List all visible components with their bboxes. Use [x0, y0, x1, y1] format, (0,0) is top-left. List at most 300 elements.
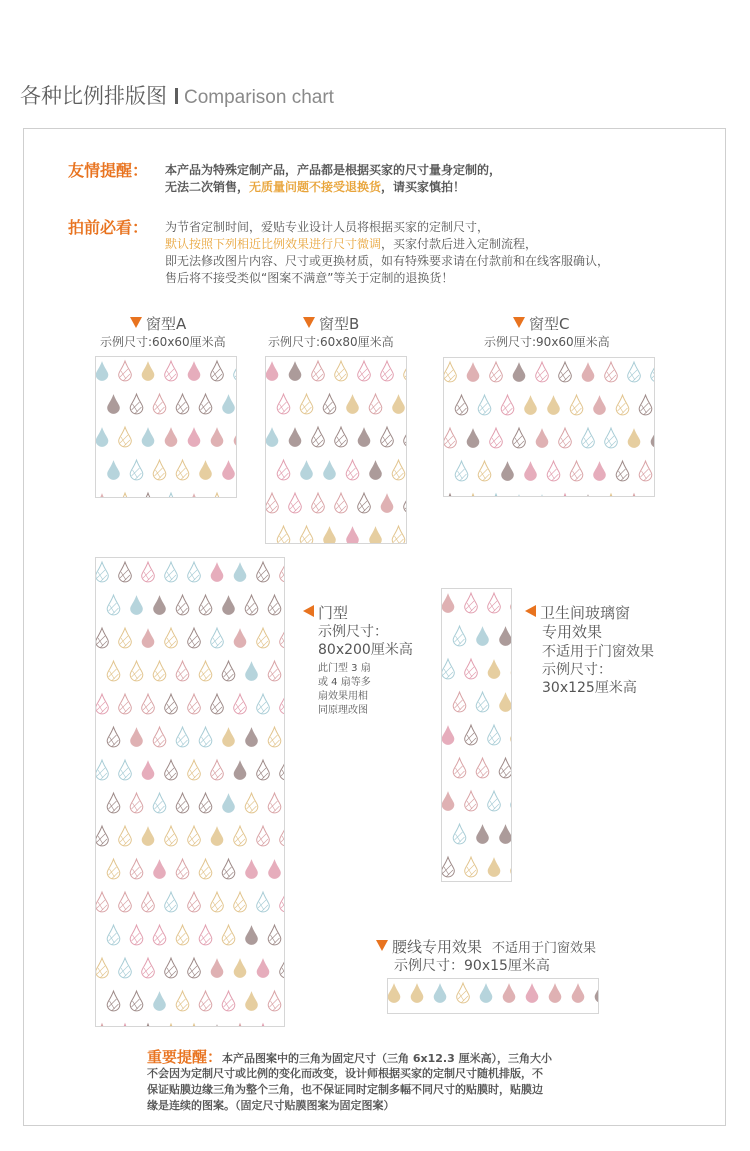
- notice2-line2-highlight: 默认按照下列相近比例效果进行尺寸微调: [165, 237, 382, 251]
- raindrop-facet: [155, 801, 165, 813]
- raindrop-icon: [434, 983, 447, 1003]
- raindrop-icon: [444, 494, 456, 497]
- raindrop-icon: [499, 824, 512, 844]
- raindrop-facet: [641, 469, 651, 481]
- raindrop-facet: [501, 766, 511, 778]
- raindrop-facet: [109, 603, 119, 615]
- raindrop-facet: [478, 766, 488, 778]
- raindrop-icon: [119, 1024, 132, 1027]
- raindrop-facet: [189, 768, 199, 780]
- raindrop-facet: [466, 865, 476, 877]
- raindrop-facet: [178, 603, 188, 615]
- raindrop-facet: [572, 403, 582, 415]
- raindrop-facet: [489, 733, 499, 745]
- raindrop-facet: [212, 636, 222, 648]
- raindrop-icon: [142, 628, 155, 648]
- raindrop-facet: [489, 601, 499, 613]
- raindrop-facet: [166, 636, 176, 648]
- raindrop-facet: [178, 735, 188, 747]
- raindrop-icon: [511, 659, 512, 679]
- raindrop-icon: [490, 494, 503, 497]
- raindrop-icon: [499, 692, 512, 712]
- raindrop-icon: [536, 494, 549, 497]
- raindrop-icon: [559, 494, 572, 497]
- raindrop-facet: [455, 634, 465, 646]
- door-pattern: [95, 557, 285, 1027]
- raindrop-facet: [302, 402, 312, 414]
- raindrop-icon: [96, 1024, 108, 1027]
- raindrop-icon: [488, 659, 501, 679]
- raindrop-icon: [511, 857, 512, 877]
- notice2-line2-b: ，买家付款后进入定制流程，: [381, 237, 538, 251]
- raindrop-facet: [189, 636, 199, 648]
- raindrop-icon: [222, 793, 235, 813]
- raindrop-icon: [511, 593, 512, 613]
- raindrop-facet: [166, 900, 176, 912]
- notice2-line3: 即无法修改图片内容、尺寸或更换材质，如有特殊要求请在付款前和在线客服确认，: [165, 254, 610, 268]
- raindrop-facet: [97, 702, 107, 714]
- raindrop-icon: [257, 958, 270, 978]
- raindrop-icon: [392, 394, 405, 414]
- raindrop-icon: [369, 526, 382, 544]
- raindrop-facet: [166, 570, 176, 582]
- raindrop-facet: [201, 867, 211, 879]
- notice2-line4: 售后将不接受类似“图案不满意”等关于定制的退换货！: [165, 271, 454, 285]
- raindrop-facet: [371, 402, 381, 414]
- raindrop-icon: [245, 727, 258, 747]
- raindrop-icon: [268, 859, 281, 879]
- raindrop-icon: [476, 626, 489, 646]
- footer-label: 重要提醒：: [147, 1048, 223, 1066]
- raindrop-icon: [130, 727, 143, 747]
- raindrop-facet: [466, 799, 476, 811]
- raindrop-facet: [178, 468, 188, 480]
- raindrop-facet: [178, 867, 188, 879]
- raindrop-facet: [270, 669, 280, 681]
- raindrop-facet: [224, 669, 234, 681]
- raindrop-facet: [382, 369, 392, 381]
- raindrop-facet: [466, 733, 476, 745]
- sample-c-size: 示例尺寸:90x60厘米高: [484, 335, 610, 349]
- raindrop-facet: [132, 468, 142, 480]
- raindrop-facet: [201, 603, 211, 615]
- raindrop-icon: [211, 493, 224, 498]
- notice1-line1: 本产品为特殊定制产品，产品都是根据买家的尺寸量身定制的，: [165, 163, 502, 177]
- raindrop-facet: [97, 768, 107, 780]
- raindrop-icon: [323, 460, 336, 480]
- door-label-text: 门型: [318, 604, 349, 622]
- raindrop-icon: [245, 991, 258, 1011]
- bathroom-size-label: 示例尺寸：: [542, 662, 612, 678]
- raindrop-icon: [582, 362, 595, 382]
- raindrop-facet: [178, 933, 188, 945]
- raindrop-facet: [455, 832, 465, 844]
- raindrop-facet: [235, 702, 245, 714]
- title-divider: [175, 88, 178, 104]
- raindrop-facet: [155, 402, 165, 414]
- raindrop-facet: [258, 900, 268, 912]
- waist-note: 不适用于门窗效果: [492, 941, 597, 956]
- raindrop-facet: [132, 402, 142, 414]
- raindrop-icon: [211, 826, 224, 846]
- raindrop-facet: [313, 501, 323, 513]
- door-note-1: 此门型 3 扇: [318, 663, 371, 674]
- raindrop-facet: [443, 667, 453, 679]
- waist-size: 示例尺寸：90x15厘米高: [394, 958, 550, 974]
- raindrop-facet: [629, 370, 639, 382]
- raindrop-icon: [222, 595, 235, 615]
- raindrop-facet: [279, 534, 289, 544]
- raindrop-icon: [119, 493, 132, 498]
- raindrop-icon: [346, 526, 359, 544]
- raindrop-icon: [188, 427, 201, 447]
- raindrop-facet: [458, 991, 468, 1003]
- raindrop-facet: [537, 370, 547, 382]
- raindrop-icon: [153, 991, 166, 1011]
- raindrop-icon: [107, 394, 120, 414]
- raindrop-facet: [279, 402, 289, 414]
- bathroom-label-2: 专用效果: [542, 623, 603, 641]
- raindrop-facet: [143, 702, 153, 714]
- raindrop-icon: [388, 983, 400, 1003]
- sample-c-pattern: [443, 357, 655, 497]
- raindrop-facet: [394, 468, 404, 480]
- raindrop-facet: [641, 403, 651, 415]
- raindrop-icon: [234, 958, 247, 978]
- raindrop-icon: [107, 460, 120, 480]
- footer-line1-text: 本产品图案中的三角为固定尺寸（三角 6x12.3 厘米高），三角大小: [222, 1052, 553, 1065]
- raindrop-icon: [513, 494, 526, 497]
- raindrop-icon: [266, 361, 278, 381]
- raindrop-icon: [289, 427, 302, 447]
- raindrop-facet: [606, 370, 616, 382]
- left-triangle-icon: [303, 605, 314, 617]
- sample-a-label: [130, 313, 186, 334]
- raindrop-facet: [120, 900, 130, 912]
- raindrop-facet: [120, 966, 130, 978]
- raindrop-icon: [234, 493, 237, 498]
- raindrop-facet: [491, 370, 501, 382]
- raindrop-facet: [120, 768, 130, 780]
- raindrop-icon: [651, 494, 655, 497]
- notice1-line2-highlight: 无质量问题不接受退换货: [249, 180, 382, 194]
- raindrop-icon: [323, 526, 336, 544]
- raindrop-facet: [201, 669, 211, 681]
- raindrop-facet: [155, 735, 165, 747]
- raindrop-facet: [143, 570, 153, 582]
- raindrop-facet: [201, 933, 211, 945]
- raindrop-facet: [166, 966, 176, 978]
- raindrop-icon: [96, 493, 108, 498]
- raindrop-icon: [211, 1024, 224, 1027]
- raindrop-facet: [455, 766, 465, 778]
- raindrop-icon: [404, 493, 407, 513]
- raindrop-facet: [235, 834, 245, 846]
- sample-b-label-text: 窗型B: [319, 315, 360, 333]
- raindrop-icon: [536, 428, 549, 448]
- raindrop-facet: [224, 933, 234, 945]
- raindrop-icon: [593, 461, 606, 481]
- raindrop-icon: [211, 427, 224, 447]
- raindrop-icon: [142, 361, 155, 381]
- raindrop-icon: [442, 725, 454, 745]
- raindrop-facet: [120, 570, 130, 582]
- raindrop-icon: [234, 562, 247, 582]
- down-triangle-icon: [513, 317, 525, 328]
- door-note-3: 扇效果用相: [318, 691, 368, 702]
- raindrop-icon: [651, 362, 655, 382]
- raindrop-facet: [201, 402, 211, 414]
- raindrop-facet: [443, 865, 453, 877]
- down-triangle-icon: [130, 317, 142, 328]
- raindrop-icon: [346, 394, 359, 414]
- raindrop-facet: [201, 999, 211, 1011]
- raindrop-facet: [258, 834, 268, 846]
- raindrop-icon: [280, 1024, 285, 1027]
- raindrop-facet: [258, 702, 268, 714]
- notice1-line2-a: 无法二次销售，: [165, 180, 250, 194]
- raindrop-facet: [97, 966, 107, 978]
- raindrop-icon: [524, 395, 537, 415]
- raindrop-facet: [132, 801, 142, 813]
- raindrop-icon: [234, 1024, 247, 1027]
- raindrop-icon: [96, 427, 108, 447]
- raindrop-facet: [466, 601, 476, 613]
- raindrop-icon: [572, 983, 585, 1003]
- footer-line4: 缘是连续的图案。（固定尺寸贴膜图案为固定图案）: [147, 1099, 395, 1112]
- bathroom-pattern: [441, 588, 512, 882]
- raindrop-icon: [593, 395, 606, 415]
- raindrop-facet: [143, 966, 153, 978]
- notice2-line1: 为节省定制时间，爱贴专业设计人员将根据买家的定制尺寸，: [165, 220, 490, 234]
- footer-line3: 保证贴膜边缘三角为整个三角，也不保证同时定制多幅不同尺寸的贴膜时，贴膜边: [147, 1083, 543, 1096]
- raindrop-icon: [480, 983, 493, 1003]
- raindrop-facet: [212, 369, 222, 381]
- raindrop-icon: [526, 983, 539, 1003]
- raindrop-facet: [270, 999, 280, 1011]
- raindrop-facet: [120, 636, 130, 648]
- raindrop-facet: [224, 999, 234, 1011]
- raindrop-facet: [97, 834, 107, 846]
- raindrop-facet: [336, 501, 346, 513]
- raindrop-facet: [235, 900, 245, 912]
- raindrop-facet: [155, 669, 165, 681]
- raindrop-icon: [142, 1024, 155, 1027]
- raindrop-icon: [499, 626, 512, 646]
- raindrop-facet: [120, 369, 130, 381]
- raindrop-icon: [165, 427, 178, 447]
- raindrop-icon: [549, 983, 562, 1003]
- raindrop-facet: [270, 735, 280, 747]
- raindrop-facet: [212, 900, 222, 912]
- raindrop-icon: [165, 1024, 178, 1027]
- raindrop-icon: [628, 494, 641, 497]
- raindrop-facet: [336, 369, 346, 381]
- door-label: [303, 602, 348, 623]
- raindrop-facet: [189, 570, 199, 582]
- raindrop-facet: [549, 469, 559, 481]
- raindrop-facet: [178, 669, 188, 681]
- raindrop-icon: [165, 493, 178, 498]
- sample-a-label-text: 窗型A: [146, 315, 187, 333]
- raindrop-facet: [618, 403, 628, 415]
- raindrop-facet: [258, 768, 268, 780]
- raindrop-icon: [142, 427, 155, 447]
- raindrop-icon: [153, 595, 166, 615]
- notice2-label: 拍前必看：: [68, 218, 149, 237]
- bathroom-note: 不适用于门窗效果: [542, 644, 654, 660]
- raindrop-icon: [245, 859, 258, 879]
- raindrop-icon: [511, 725, 512, 745]
- raindrop-facet: [189, 702, 199, 714]
- sample-b-size: 示例尺寸:60x80厘米高: [268, 335, 394, 349]
- waist-label: [376, 936, 596, 957]
- raindrop-facet: [143, 900, 153, 912]
- raindrop-facet: [359, 501, 369, 513]
- raindrop-icon: [142, 493, 155, 498]
- raindrop-icon: [300, 460, 313, 480]
- raindrop-icon: [488, 857, 501, 877]
- raindrop-facet: [109, 867, 119, 879]
- sample-b-label: [303, 313, 359, 334]
- raindrop-icon: [211, 958, 224, 978]
- raindrop-icon: [369, 460, 382, 480]
- raindrop-facet: [279, 468, 289, 480]
- raindrop-icon: [404, 427, 407, 447]
- bathroom-label-1-text: 卫生间玻璃窗: [540, 604, 631, 622]
- raindrop-facet: [394, 534, 404, 544]
- raindrop-facet: [466, 667, 476, 679]
- raindrop-facet: [480, 403, 490, 415]
- sample-b-pattern: [265, 356, 407, 544]
- raindrop-facet: [445, 370, 455, 382]
- raindrop-icon: [188, 1024, 201, 1027]
- raindrop-facet: [270, 603, 280, 615]
- raindrop-icon: [595, 983, 599, 1003]
- down-triangle-icon: [376, 940, 388, 951]
- raindrop-icon: [245, 925, 258, 945]
- raindrop-facet: [489, 799, 499, 811]
- raindrop-icon: [628, 428, 641, 448]
- raindrop-icon: [142, 760, 155, 780]
- raindrop-facet: [155, 933, 165, 945]
- raindrop-facet: [258, 636, 268, 648]
- raindrop-icon: [467, 428, 480, 448]
- footer-line2: 不会因为定制尺寸或比例的变化而改变，设计师根据买家的定制尺寸随机排版，不: [147, 1067, 543, 1080]
- raindrop-facet: [348, 468, 358, 480]
- raindrop-facet: [166, 834, 176, 846]
- raindrop-icon: [266, 427, 278, 447]
- raindrop-facet: [336, 435, 346, 447]
- raindrop-icon: [234, 628, 247, 648]
- raindrop-facet: [109, 933, 119, 945]
- raindrop-facet: [109, 999, 119, 1011]
- raindrop-facet: [178, 402, 188, 414]
- raindrop-icon: [188, 361, 201, 381]
- raindrop-icon: [442, 791, 454, 811]
- raindrop-facet: [189, 834, 199, 846]
- raindrop-facet: [514, 436, 524, 448]
- raindrop-facet: [560, 370, 570, 382]
- door-size-label: 示例尺寸：: [318, 624, 388, 640]
- raindrop-facet: [491, 436, 501, 448]
- raindrop-facet: [302, 534, 312, 544]
- raindrop-facet: [201, 735, 211, 747]
- raindrop-icon: [411, 983, 424, 1003]
- raindrop-facet: [97, 636, 107, 648]
- raindrop-icon: [513, 362, 526, 382]
- door-size: 80x200厘米高: [318, 642, 413, 658]
- raindrop-icon: [524, 461, 537, 481]
- raindrop-facet: [120, 834, 130, 846]
- waist-pattern: [387, 978, 599, 1014]
- raindrop-facet: [166, 768, 176, 780]
- raindrop-facet: [166, 369, 176, 381]
- raindrop-icon: [222, 727, 235, 747]
- raindrop-facet: [583, 436, 593, 448]
- raindrop-facet: [212, 768, 222, 780]
- raindrop-icon: [442, 593, 454, 613]
- raindrop-icon: [96, 361, 108, 381]
- raindrop-facet: [166, 702, 176, 714]
- raindrop-icon: [582, 494, 595, 497]
- raindrop-facet: [606, 436, 616, 448]
- raindrop-icon: [404, 361, 407, 381]
- title-en: Comparison chart: [184, 87, 334, 108]
- door-note-2: 或 4 扇等多: [318, 677, 371, 688]
- raindrop-icon: [222, 394, 235, 414]
- raindrop-facet: [290, 501, 300, 513]
- raindrop-facet: [178, 801, 188, 813]
- raindrop-facet: [224, 867, 234, 879]
- raindrop-facet: [503, 403, 513, 415]
- raindrop-icon: [501, 461, 514, 481]
- raindrop-icon: [605, 494, 618, 497]
- raindrop-facet: [97, 570, 107, 582]
- raindrop-facet: [325, 402, 335, 414]
- raindrop-facet: [189, 966, 199, 978]
- raindrop-facet: [132, 999, 142, 1011]
- waist-label-text: 腰线专用效果: [392, 938, 483, 956]
- raindrop-icon: [142, 826, 155, 846]
- raindrop-icon: [467, 494, 480, 497]
- raindrop-icon: [547, 395, 560, 415]
- raindrop-facet: [247, 603, 257, 615]
- left-triangle-icon: [525, 605, 536, 617]
- notice1-label: 友情提醒：: [68, 161, 149, 180]
- raindrop-facet: [132, 867, 142, 879]
- raindrop-facet: [109, 735, 119, 747]
- raindrop-icon: [153, 859, 166, 879]
- raindrop-facet: [455, 700, 465, 712]
- raindrop-facet: [457, 403, 467, 415]
- raindrop-icon: [358, 427, 371, 447]
- notice2-line2: [165, 236, 537, 253]
- raindrop-icon: [234, 427, 237, 447]
- raindrop-facet: [480, 469, 490, 481]
- raindrop-facet: [313, 435, 323, 447]
- raindrop-icon: [234, 361, 237, 381]
- raindrop-facet: [560, 436, 570, 448]
- raindrop-facet: [618, 469, 628, 481]
- raindrop-facet: [201, 801, 211, 813]
- raindrop-facet: [155, 468, 165, 480]
- notice1-line2-c: ，请买家慎拍！: [381, 180, 466, 194]
- raindrop-facet: [132, 669, 142, 681]
- raindrop-facet: [109, 801, 119, 813]
- raindrop-icon: [188, 493, 201, 498]
- raindrop-facet: [120, 702, 130, 714]
